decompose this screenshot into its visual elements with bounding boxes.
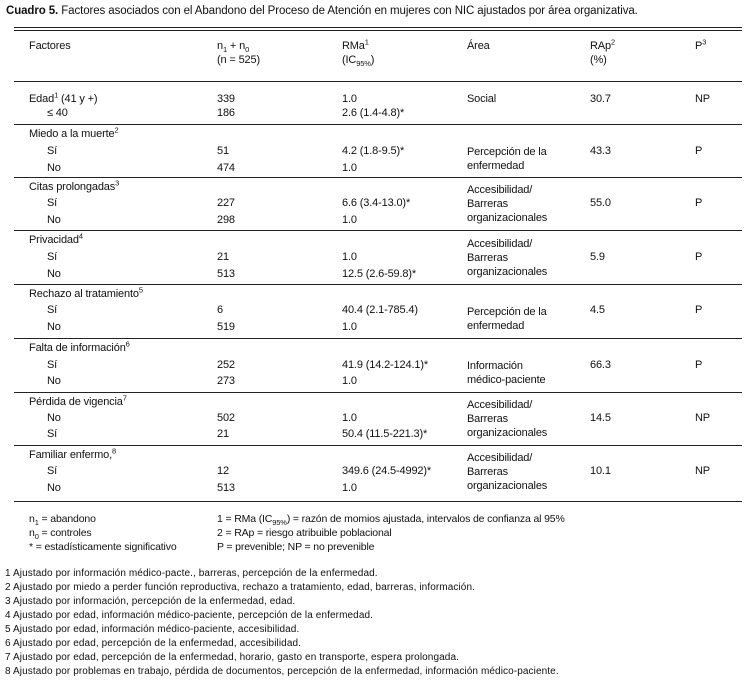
factor-sup: 4	[78, 231, 83, 241]
legend-p: P = prevenible; NP = no prevenible	[217, 541, 375, 553]
row-label: No	[47, 162, 61, 174]
row-label: Sí	[47, 251, 58, 263]
footnote: 7 Ajustado por edad, percepción de la enfermedad, horario, gasto en transporte, espera prolongada.	[5, 652, 459, 663]
factor-p: NP	[695, 465, 710, 477]
row-rma: 41.9 (14.2-124.1)*	[342, 359, 428, 371]
header-rma-text: RMa	[342, 40, 365, 52]
row-label: Sí	[47, 465, 58, 477]
factor-area	[467, 145, 547, 173]
factor-name: Rechazo al tratamiento	[29, 288, 139, 300]
area-line: organizacionales	[467, 427, 548, 439]
row-rma: 40.4 (2.1-785.4)	[342, 304, 418, 316]
row-rma: 12.5 (2.6-59.8)*	[342, 268, 417, 280]
factor-p: P	[695, 251, 703, 263]
factor-area: Social	[467, 93, 497, 105]
factor-area	[467, 183, 547, 225]
row-label: Sí	[47, 304, 58, 316]
header-n-sub1: 1	[222, 45, 227, 55]
row-label: Sí	[47, 428, 58, 440]
area-line: Accesibilidad/	[467, 399, 533, 411]
header-n-plus: + n	[227, 40, 246, 52]
area-line: enfermedad	[467, 160, 525, 172]
area-line: Percepción de la	[467, 306, 547, 318]
area-line: médico-paciente	[467, 374, 546, 386]
row-rma: 1.0	[342, 251, 357, 263]
row-label: No	[47, 321, 61, 333]
header-area: Área	[467, 40, 490, 52]
header-p	[695, 37, 707, 53]
row-n: 273	[217, 375, 235, 387]
row-rma: 2.6 (1.4-4.8)*	[342, 107, 405, 119]
row-rma: 50.4 (11.5-221.3)*	[342, 428, 428, 440]
factor-area	[467, 451, 547, 493]
factor-area	[467, 305, 547, 333]
legend-n0-post: = controles	[38, 527, 92, 539]
row-n: 474	[217, 162, 235, 174]
factor-citas	[29, 178, 120, 194]
row-label: Sí	[47, 359, 58, 371]
factor-rap: 55.0	[590, 197, 611, 209]
factor-name: Falta de información	[29, 342, 126, 354]
header-rule	[14, 81, 742, 82]
footnote: 2 Ajustado por miedo a perder función reproductiva, rechazo a tratamiento, edad, barreras, información.	[5, 582, 476, 593]
factor-name: Familiar enfermo,	[29, 449, 113, 461]
factor-sup: 1	[54, 90, 59, 100]
header-rap-pct: (%)	[590, 54, 607, 66]
area-line: Accesibilidad/	[467, 184, 533, 196]
row-label: No	[47, 214, 61, 226]
row-n: 186	[217, 107, 235, 119]
legend-rma-post: ) = razón de momios ajustada, intervalos de confianza al 95%	[286, 513, 565, 525]
row-n: 519	[217, 321, 235, 333]
factor-falta	[29, 339, 130, 355]
row-rma: 1.0	[342, 214, 357, 226]
footnote: 1 Ajustado por información médico-pacte., barreras, percepción de la enfermedad.	[5, 568, 378, 579]
legend-rma-sub: 95%	[272, 518, 287, 528]
factor-name: Edad	[29, 93, 55, 105]
area-line: Información	[467, 360, 523, 372]
legend-rma	[217, 513, 565, 526]
factor-n: 339	[217, 93, 235, 105]
row-n: 21	[217, 251, 229, 263]
factor-p: P	[695, 197, 703, 209]
row-rma: 1.0	[342, 482, 357, 494]
area-line: organizacionales	[467, 480, 548, 492]
row-n: 298	[217, 214, 235, 226]
factor-p: NP	[695, 93, 710, 105]
header-n	[217, 40, 249, 53]
top-rule-inner	[14, 30, 742, 31]
row-label: No	[47, 375, 61, 387]
row-rma: 349.6 (24.5-4992)*	[342, 465, 432, 477]
factor-p: P	[695, 145, 703, 157]
row-n: 6	[217, 304, 223, 316]
legend-n0-sub: 0	[34, 532, 39, 542]
factor-privacidad	[29, 231, 83, 247]
factor-rap: 66.3	[590, 359, 611, 371]
row-n: 513	[217, 482, 235, 494]
row-label: No	[47, 412, 61, 424]
row-rma: 1.0	[342, 412, 357, 424]
factor-rap: 30.7	[590, 93, 611, 105]
row-rma: 4.2 (1.8-9.5)*	[342, 145, 405, 157]
header-rma-sup: 1	[364, 37, 369, 47]
factor-rap: 43.3	[590, 145, 611, 157]
row-rma: 1.0	[342, 321, 357, 333]
area-line: Accesibilidad/	[467, 452, 533, 464]
footnote: 4 Ajustado por edad, información médico-paciente, percepción de la enfermedad.	[5, 610, 374, 621]
header-rap	[590, 37, 615, 53]
legend-n0	[29, 527, 92, 540]
factor-suffix: (41 y +)	[58, 93, 98, 105]
header-factores: Factores	[29, 40, 71, 52]
footnote: 3 Ajustado por información, percepción de la enfermedad, edad.	[5, 596, 296, 607]
table-caption	[6, 5, 638, 17]
header-rap-text: RAp	[590, 40, 611, 52]
row-n: 12	[217, 465, 229, 477]
row-label: No	[47, 268, 61, 280]
row-label: ≤ 40	[47, 107, 68, 119]
factor-miedo	[29, 125, 119, 141]
factor-name: Privacidad	[29, 234, 79, 246]
group-rule	[14, 177, 742, 178]
row-n: 227	[217, 197, 235, 209]
factor-sup: 3	[115, 178, 120, 188]
factor-name: Citas prolongadas	[29, 181, 116, 193]
legend-rap: 2 = RAp = riesgo atribuible poblacional	[217, 527, 392, 539]
legend-rma-pre: 1 = RMa (IC	[217, 513, 273, 525]
factor-sup: 5	[138, 285, 143, 295]
legend-star: * = estadísticamente significativo	[29, 541, 177, 553]
area-line: organizacionales	[467, 266, 548, 278]
row-label: Sí	[47, 197, 58, 209]
caption-text: Factores asociados con el Abandono del Proceso de Atención en mujeres con NIC ajustados por área organizativa.	[61, 5, 638, 17]
group-rule	[14, 230, 742, 231]
factor-p: P	[695, 304, 703, 316]
footnote: 8 Ajustado por problemas en trabajo, pérdida de documentos, percepción de la enfermedad, información médico-paciente.	[5, 666, 559, 677]
legend-n1-sub: 1	[34, 518, 39, 528]
header-rap-sup: 2	[610, 37, 615, 47]
area-line: Barreras	[467, 252, 508, 264]
factor-p: P	[695, 359, 703, 371]
header-n-total: (n = 525)	[217, 54, 260, 66]
row-rma: 6.6 (3.4-13.0)*	[342, 197, 411, 209]
header-ic	[342, 54, 374, 67]
legend-n1	[29, 513, 96, 526]
area-line: Accesibilidad/	[467, 238, 533, 250]
legend-n1-post: = abandono	[38, 513, 96, 525]
factor-edad	[29, 90, 98, 106]
factor-rap: 5.9	[590, 251, 605, 263]
area-line: Percepción de la	[467, 146, 547, 158]
legend-n1-pre: n	[29, 513, 35, 525]
header-n-sub0: 0	[245, 45, 250, 55]
factor-rma: 1.0	[342, 93, 357, 105]
header-p-sup: 3	[702, 37, 707, 47]
factor-rap: 10.1	[590, 465, 611, 477]
group-rule	[14, 124, 742, 125]
row-n: 252	[217, 359, 235, 371]
area-line: enfermedad	[467, 320, 525, 332]
group-rule	[14, 445, 742, 446]
row-label: Sí	[47, 145, 58, 157]
factor-name: Pérdida de vigencia	[29, 396, 123, 408]
factor-familiar	[29, 446, 117, 462]
top-rule	[14, 27, 742, 28]
factor-rap: 14.5	[590, 412, 611, 424]
factor-sup: 8	[112, 446, 117, 456]
row-n: 502	[217, 412, 235, 424]
factor-rechazo	[29, 285, 143, 301]
caption-label: Cuadro 5.	[6, 5, 59, 17]
factor-area	[467, 237, 547, 279]
header-ic-sub: 95%	[356, 59, 371, 69]
row-rma: 1.0	[342, 162, 357, 174]
header-n-top: n	[217, 40, 223, 52]
header-p-text: P	[695, 40, 703, 52]
factor-area	[467, 359, 545, 387]
area-line: organizacionales	[467, 212, 548, 224]
row-n: 51	[217, 145, 229, 157]
factor-sup: 2	[114, 125, 119, 135]
footnote: 6 Ajustado por edad, percepción de la enfermedad, accesibilidad.	[5, 638, 302, 649]
row-rma: 1.0	[342, 375, 357, 387]
area-line: Barreras	[467, 198, 508, 210]
header-rma	[342, 37, 369, 53]
footnote: 5 Ajustado por edad, información médico-paciente, accesibilidad.	[5, 624, 300, 635]
row-n: 513	[217, 268, 235, 280]
area-line: Barreras	[467, 466, 508, 478]
group-rule	[14, 284, 742, 285]
factor-perdida	[29, 393, 127, 409]
row-n: 21	[217, 428, 229, 440]
factor-rap: 4.5	[590, 304, 605, 316]
header-ic-close: )	[370, 54, 375, 66]
factor-area	[467, 398, 547, 440]
group-rule	[14, 338, 742, 339]
factor-sup: 7	[122, 393, 127, 403]
area-line: Barreras	[467, 413, 508, 425]
header-ic-open: (IC	[342, 54, 357, 66]
row-label: No	[47, 482, 61, 494]
factor-name: Miedo a la muerte	[29, 128, 115, 140]
factor-p: NP	[695, 412, 710, 424]
factor-sup: 6	[125, 339, 130, 349]
bottom-rule	[14, 501, 742, 502]
legend-n0-pre: n	[29, 527, 35, 539]
